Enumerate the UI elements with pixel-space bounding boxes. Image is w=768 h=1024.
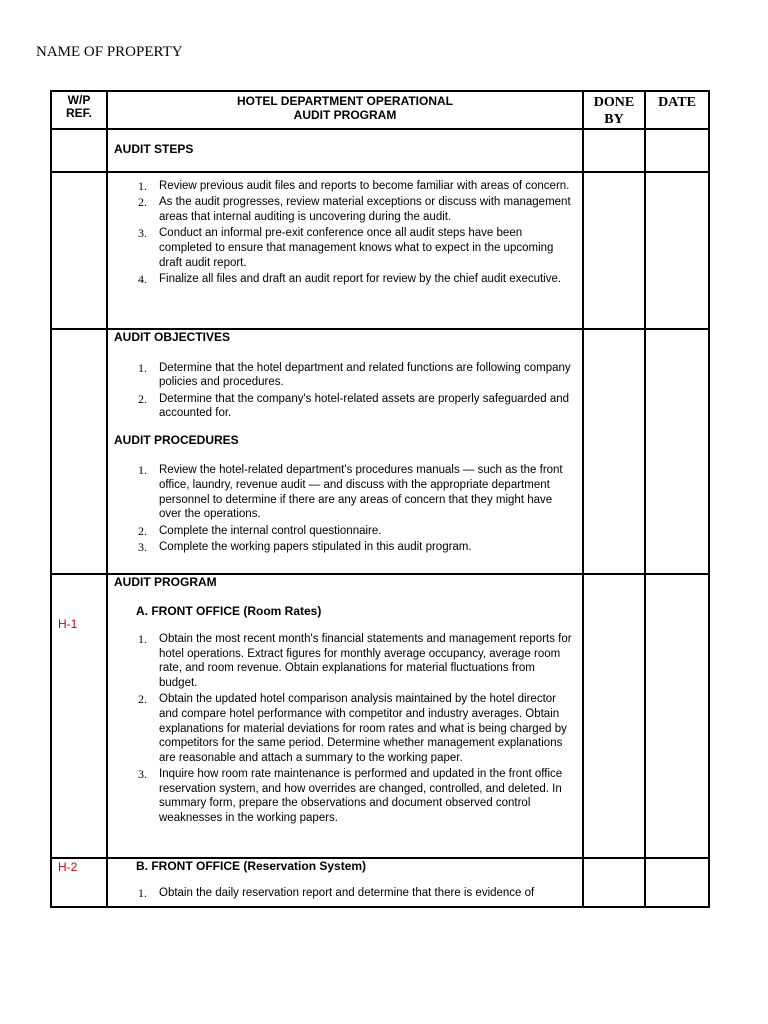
wp-ref-h2: H-2	[58, 860, 78, 874]
audit-steps-title-row	[51, 129, 709, 172]
done-by-header-text: DONE BY	[593, 95, 635, 127]
objectives-procedures-row	[51, 329, 709, 574]
date-cell	[645, 129, 709, 172]
ref-cell	[51, 574, 107, 858]
list-item	[114, 886, 576, 901]
audit-steps-title: AUDIT STEPS	[114, 142, 194, 156]
done-by-header	[583, 91, 645, 129]
done-by-cell	[583, 574, 645, 858]
list-item-text: Obtain the updated hotel comparison analysis maintained by the hotel director and compare hotel performance with competitor and industry averages. Obtain explanations for material deviations for room rates and what is being charged by competitors for the same period. Determine whether management explanations are reasonable and attach a summary to the working paper.	[159, 693, 567, 764]
list-item	[114, 392, 576, 421]
date-header-text: DATE	[658, 95, 696, 110]
header-row	[51, 91, 709, 129]
list-item-text: Complete the working papers stipulated in this audit program.	[159, 540, 472, 553]
list-item	[114, 272, 576, 287]
list-number: 1.	[138, 179, 147, 193]
wp-ref-header-text: W/P REF.	[65, 93, 92, 120]
list-item	[114, 361, 576, 390]
date-cell	[645, 574, 709, 858]
ref-cell	[51, 129, 107, 172]
audit-procedures-title: AUDIT PROCEDURES	[114, 432, 239, 447]
ref-cell	[51, 172, 107, 329]
list-item-text: Complete the internal control questionnaire.	[159, 524, 382, 537]
list-item	[114, 195, 576, 224]
list-item-text: Review the hotel-related department's procedures manuals — such as the front office, laundry, revenue audit — and discuss with the appropriate department personnel to determine if there are any areas of concern that they might have over the operations.	[159, 464, 563, 521]
done-by-cell	[583, 329, 645, 574]
list-item-text: Finalize all files and draft an audit report for review by the chief audit executive.	[159, 272, 562, 285]
audit-program-row-b	[51, 858, 709, 907]
ref-cell	[51, 329, 107, 574]
date-header	[645, 91, 709, 129]
done-by-cell	[583, 858, 645, 907]
list-number: 3.	[138, 539, 147, 554]
list-item-text: Inquire how room rate maintenance is performed and updated in the front office reservation system, and how overrides are changed, controlled, and deleted. In summary form, prepare the observations and document observed control weaknesses in the working papers.	[159, 768, 563, 824]
list-item	[114, 524, 576, 539]
audit-program-table	[50, 90, 710, 908]
list-item	[114, 767, 576, 825]
list-item	[114, 463, 576, 521]
section-a-title: A. FRONT OFFICE (Room Rates)	[136, 603, 322, 618]
list-number: 1.	[138, 885, 147, 900]
audit-steps-cell	[107, 172, 583, 329]
list-item-text: Obtain the most recent month's financial statements and management reports for hotel operations. Extract figures for monthly average occupancy, average room rate, and room revenue. Obtain explanations for material fluctuations from budget.	[159, 633, 572, 689]
date-cell	[645, 329, 709, 574]
list-number: 1.	[138, 463, 147, 478]
list-number: 2.	[138, 523, 147, 538]
ref-cell	[51, 858, 107, 907]
audit-objectives-title: AUDIT OBJECTIVES	[114, 330, 231, 344]
list-item-text: As the audit progresses, review material exceptions or discuss with management areas that internal auditing is uncovering during the audit.	[159, 196, 571, 223]
list-item-text: Determine that the company's hotel-related assets are properly safeguarded and accounted for.	[159, 392, 570, 420]
wp-ref-header	[51, 91, 107, 129]
list-number: 2.	[138, 391, 147, 406]
section-a-list	[114, 632, 576, 825]
audit-steps-list	[114, 179, 576, 287]
wp-ref-h1: H-1	[58, 617, 78, 631]
property-name-label: NAME OF PROPERTY	[36, 44, 183, 60]
list-item	[114, 226, 576, 270]
list-number: 2.	[138, 195, 147, 210]
list-number: 1.	[138, 360, 147, 375]
program-title-line1: HOTEL DEPARTMENT OPERATIONAL	[237, 94, 453, 108]
audit-program-row-a	[51, 574, 709, 858]
done-by-cell	[583, 172, 645, 329]
program-title-header	[107, 91, 583, 129]
done-by-cell	[583, 129, 645, 172]
list-number: 3.	[138, 226, 147, 241]
audit-procedures-list	[114, 463, 576, 554]
list-item	[114, 692, 576, 765]
audit-program-cell-b	[107, 858, 583, 907]
list-number: 1.	[138, 632, 147, 647]
list-item	[114, 540, 576, 555]
date-cell	[645, 172, 709, 329]
list-number: 2.	[138, 692, 147, 707]
list-item-text: Review previous audit files and reports to become familiar with areas of concern.	[159, 180, 570, 192]
objectives-procedures-cell	[107, 329, 583, 574]
list-item	[114, 179, 576, 194]
audit-steps-row	[51, 172, 709, 329]
date-cell	[645, 858, 709, 907]
audit-program-cell-a	[107, 574, 583, 858]
program-title-line2: AUDIT PROGRAM	[293, 108, 397, 122]
list-item	[114, 632, 576, 690]
section-b-list	[114, 886, 576, 901]
list-item-text: Determine that the hotel department and related functions are following company policies and procedures.	[159, 361, 571, 389]
audit-program-title: AUDIT PROGRAM	[114, 575, 217, 589]
list-item-text: Obtain the daily reservation report and determine that there is evidence of	[159, 886, 535, 899]
list-number: 4.	[138, 271, 147, 286]
list-item-text: Conduct an informal pre-exit conference once all audit steps have been completed to ensure that management knows what to expect in the upcoming draft audit report.	[159, 227, 554, 269]
audit-objectives-list	[114, 361, 576, 421]
section-b-title: B. FRONT OFFICE (Reservation System)	[136, 859, 367, 873]
audit-steps-title-cell	[107, 129, 583, 172]
list-number: 3.	[138, 767, 147, 782]
